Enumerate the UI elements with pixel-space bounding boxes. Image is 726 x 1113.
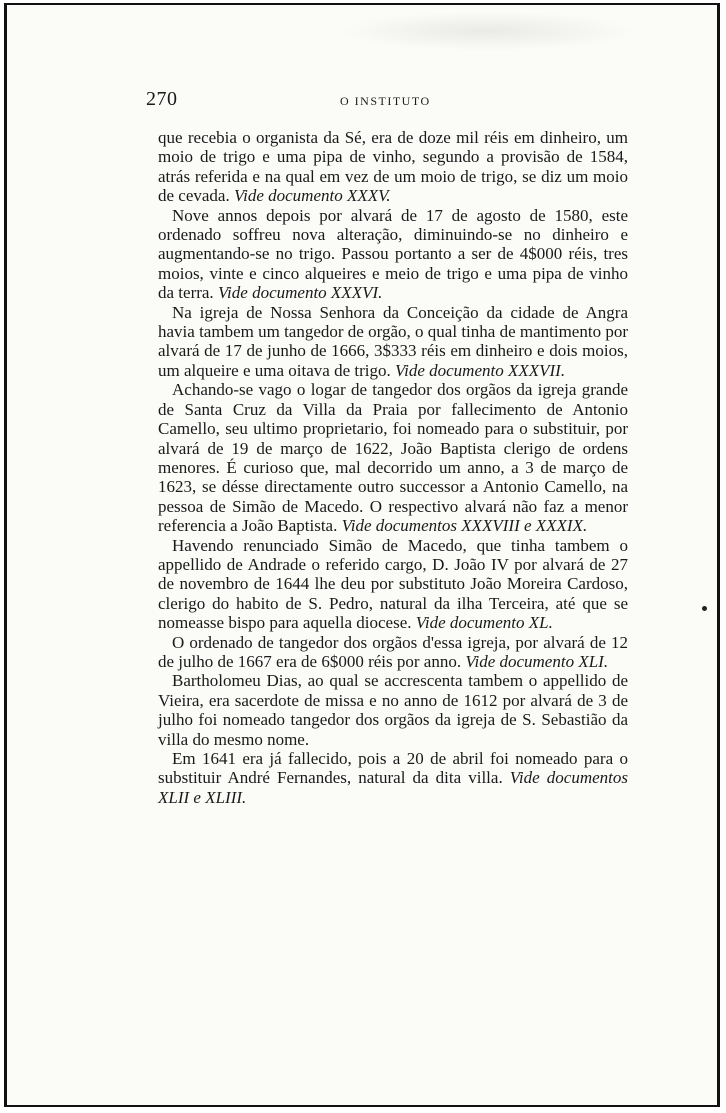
paragraph-8: [158, 749, 628, 807]
paragraph-text: Bartholomeu Dias, ao qual se accrescenta tambem o appellido de Vieira, era sacerdote de missa e no anno de 1612 por alvará de 3 de julho foi nomeado tangedor dos orgãos da igreja de S. Sebastião da villa do mesmo nome.: [158, 671, 628, 749]
paragraph-text: Havendo renunciado Simão de Macedo, que tinha tambem o appellido de Andrade o referido cargo, D. João IV por alvará de 27 de novembro de 1644 lhe deu por substituto João Moreira Cardoso, clerigo do habito de S. Pedro, natural da ilha Terceira, até que se nomeasse bispo para aquella diocese.: [158, 535, 628, 633]
paragraph-7: [158, 671, 628, 749]
article-body: [158, 128, 628, 807]
paragraph-text: Achando-se vago o logar de tangedor dos orgãos da igreja grande de Santa Cruz da Villa da Praia por fallecimento de Antonio Camello, seu ultimo proprietario, foi nomeado para o substituir, por alvará de 19 de março de 1622, João Baptista clerigo de ordens menores. É curioso que, mal decorrido um anno, a 3 de março de 1623, se désse directamente outro successor a Antonio Camello, na pessoa de Simão de Macedo. O respectivo alvará não faz a menor referencia a João Baptista.: [158, 380, 628, 536]
paragraph-text: Na igreja de Nossa Senhora da Conceição da cidade de Angra havia tambem um tangedor de orgão, o qual tinha de mantimento por alvará de 17 de junho de 1666, 3$333 réis em dinheiro e dois moios, um alqueire e uma oitava de trigo.: [158, 302, 628, 380]
running-title: O INSTITUTO: [340, 94, 431, 108]
document-reference: Vide documento XLI.: [465, 651, 609, 671]
document-reference: Vide documento XL.: [415, 613, 553, 633]
page-number: 270: [146, 88, 178, 110]
document-reference: Vide documento XXXV.: [233, 186, 391, 206]
document-reference: Vide documento XXXVI.: [217, 283, 383, 303]
document-reference: Vide documento XXXVII.: [394, 360, 566, 380]
paragraph-text: Nove annos depois por alvará de 17 de agosto de 1580, este ordenado soffreu nova alteração, diminuindo-se no dinheiro e augmentando-se no trigo. Passou portanto a ser de 4$000 réis, tres moios, vinte e cinco alqueires e meio de trigo e uma pipa de vinho da terra.: [158, 205, 628, 303]
paragraph-text: que recebia o organista da Sé, era de doze mil réis em dinheiro, um moio de trigo e uma pipa de vinho, segundo a provisão de 1584, atrás referida e na qual em vez de um moio de trigo, se diz um moio de cevada.: [158, 128, 628, 206]
paragraph-3: [158, 303, 628, 381]
paragraph-text: O ordenado de tangedor dos orgãos d'essa igreja, por alvará de 12 de julho de 1667 era de 6$000 réis por anno.: [158, 632, 628, 671]
paragraph-5: [158, 536, 628, 633]
paragraph-6: [158, 633, 628, 672]
paragraph-4: [158, 380, 628, 535]
paragraph-2: [158, 206, 628, 303]
margin-ink-dot: [702, 606, 707, 611]
paragraph-1: [158, 128, 628, 206]
document-reference: Vide documentos XLII e XLIII.: [158, 768, 628, 807]
show-through-smudge: [337, 11, 637, 51]
paragraph-text: Em 1641 era já fallecido, pois a 20 de abril foi nomeado para o substituir André Fernandes, natural da dita villa.: [158, 749, 628, 788]
document-reference: Vide documentos XXXVIII e XXXIX.: [341, 516, 588, 536]
page-header: [146, 88, 626, 112]
